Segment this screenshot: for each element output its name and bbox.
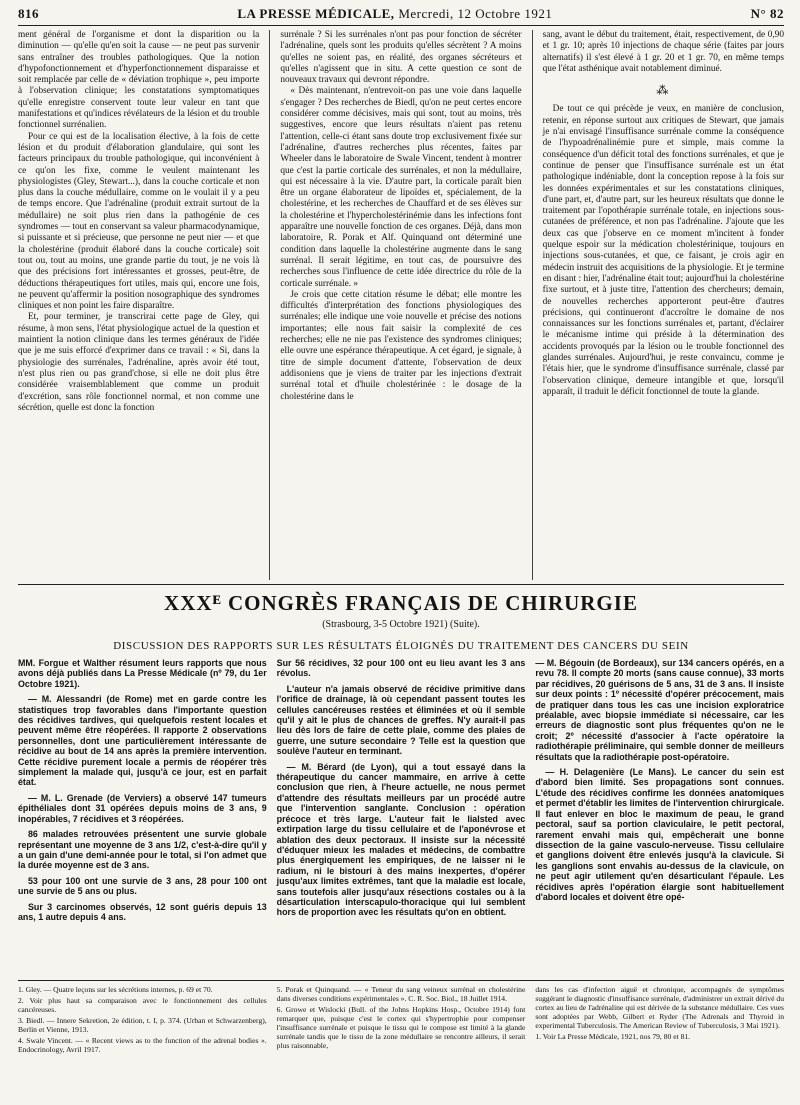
paragraph: surrénale ? Si les surrénales n'ont pas pour fonction de sécréter l'adrénaline, quels sont les produits qu'elles sécrètent ? A moins qu'elles ne soient pas, en réalité, des organes sécréteurs et qu'elles n'agissent que in situ. A cette question ce sont de nouveaux travaux qui devront répondre. bbox=[280, 30, 522, 86]
congress-header bbox=[18, 591, 784, 630]
column-divider bbox=[532, 30, 533, 580]
footnotes bbox=[18, 980, 784, 1105]
paragraph: — M. Bérard (de Lyon), qui a tout essayé dans la thérapeutique du cancer mammaire, en arrive à cette conclusion que rien, à l'heure actuelle, ne nous permet d'attendre des résultats meilleurs par un procédé autre que l'intervention sanglante. Conclusion : opération précoce et très large. L'auteur fait le lialsted avec extirpation large du tissu cellulaire et de l'aponévrose et ablation des deux pectoraux. Il insiste sur la nécessité d'éduquer mieux les malades et médecins, de combattre plus énergiquement les empiriques, de ne laisser ni le radium, ni le bistouri à des mains inexpertes, d'opérer jusqu'aux limites extrêmes, tant que la maladie est locale, sans toutefois aller jusqu'aux résections costales ou à la désarticulation interscapulo-thoracique qui lui semblent hors de proportion avec les résultats qu'on en obtient. bbox=[276, 761, 526, 918]
article-continuation bbox=[18, 30, 784, 580]
paragraph: Et, pour terminer, je transcrirai cette page de Gley, qui résume, à mon sens, l'état physiologique actuel de la question et maintient la notion clinique dans les termes généraux de l'idée que je me suis efforcé d'exprimer dans ce travail : « Si, dans la physiologie des surrénales, l'adrénaline, après avoir été tout, n'est plus rien ou pas grand'chose, si elle ne doit plus être considérée vraisemblablement que comme un produit d'excrétion, sans rôle fonctionnel normal, et non comme une sécrétion, quelle est donc la fonction bbox=[18, 312, 260, 413]
footnote: dans les cas d'infection aiguë et chronique, accompagnés de symptômes suggérant le diagnostic d'insuffisance surrénale, d'administrer un extrait dérivé du cortex au lieu de l'adrénaline qui est dérivée de la substance médullaire. Ces vues sont adoptées par Webb, Gilbert et Ryder (The Adrenals and Thyroid in experimental Tuberculosis. The American Review of Tuberculosis, 3 Mai 1921). bbox=[535, 985, 784, 1030]
footnote: 1. Gley. — Quatre leçons sur les sécrétions internes, p. 69 et 70. bbox=[18, 985, 213, 994]
footnote: 1. Voir La Presse Médicale, 1921, nos 79, 80 et 81. bbox=[535, 1032, 691, 1041]
bottom-column-3 bbox=[535, 658, 784, 976]
footnote: 4. Swale Vincent. — « Recent views as to the function of the adrenal bodies ». Endocrinology, Avril 1917. bbox=[18, 1036, 267, 1054]
top-column-1 bbox=[18, 30, 259, 580]
congress-title: XXXᴱ CONGRÈS FRANÇAIS DE CHIRURGIE bbox=[164, 591, 638, 615]
top-column-2 bbox=[280, 30, 521, 580]
bottom-column-2 bbox=[277, 658, 526, 976]
issue-number: N° 82 bbox=[750, 6, 784, 21]
paragraph: De tout ce qui précède je veux, en manière de conclusion, retenir, en réponse surtout aux critiques de Stewart, que jamais je n'ai envisagé l'insuffisance surrénale comme la conséquence de l'hypoadrénalinémie pure et simple, mais comme la conséquence d'un déficit total des fonctions surrénales, et que je continue de penser que l'insuffisance surrénale est un état pathologique indéniable, dont la conception repose à la fois sur les données expérimentales et sur les constatations cliniques, d'une part, et, d'autre part, sur les heureux résultats que donne le traitement par l'opothérapie surrénale totale, en injections sous-cutanées de préférence, et non pas l'adrénaline. J'ajoute que les deux cas que j'observe en ce moment m'incitent à fonder quelque espoir sur la médication cholestérinique, toujours en injections sous-cutanées, et que, ce faisant, je crois agir en médecin instruit des acquisitions de la physiologie. Et je termine en disant : hier, l'adrénaline était tout; aujourd'hui la cholestérine fixe surtout, et à juste titre, l'attention des chercheurs; demain, de nouvelles recherches apporteront peut-être d'autres précisions, qui continueront d'accroître le domaine de nos connaissances sur les fonctions surrénales et, partant, d'éclairer le mécanisme intime qui préside à la détermination des accidents provoqués par la lésion ou le trouble fonctionnel des glandes surrénales. Aujourd'hui, je reste convaincu, comme je l'étais hier, que le syndrome d'insuffisance surrénale, classé par l'observation clinique, demeure intangible et que, lorsqu'il apparaît, il traduit le déficit fonctionnel de toute la glande. bbox=[542, 104, 784, 397]
paragraph: Pour ce qui est de la localisation élective, à la fois de cette lésion et du produit d'élaboration glandulaire, qui sont les facteurs principaux du trouble pathologique, qui inconvénient à ce qu'on les fixe, comme le veulent maintenant les physiologistes (Gley, Stewart...), dans la couche corticale et non plus dans la couche médullaire, comme on le voulait il y a peu de temps encore. Que l'adrénaline (produit extrait surtout de la médullaire) ne soit plus rien dans la pathogénie de ces syndromes — tout en conservant sa valeur pharmacodynamique, si puissante et si précieuse, que personne ne peut nier — et que la cholestérine (produit élaboré dans la couche corticale) soit tout ou, tout au moins, une grande partie du tout, je ne vois là que des précisions fort intéressantes et grosses, peut-être, de déductions thérapeutiques fort utiles, mais qui, encore une fois, ne peuvent qu'affermir la position nosographique des syndromes cliniques et non point les faire disparaître. bbox=[18, 131, 260, 312]
section-rule bbox=[18, 584, 784, 585]
paragraph: « Dès maintenant, n'entrevoit-on pas une voie dans laquelle s'engager ? Des recherches de Biedl, qu'on ne peut certes encore considérer comme décisives, mais qui sont, tout au moins, très suggestives, encore que leurs résultats n'aient pas retenu l'attention, celle-ci étant sans doute trop exclusivement fixée sur l'adrénaline, d'autres recherches plus récentes, faites par Wheeler dans le laboratoire de Swale Vincent, tendent à montrer que c'est la partie corticale des surrénales, et non la médullaire, qui est nécessaire à la vie. D'autre part, la corticale paraît bien être un organe élaborateur de lipoïdes et, spécialement, de la cholestérine, et les recherches de Chauffard et de ses élèves sur la cholestérine et l'hypercholestérinémie dans les infections font apparaître une nouvelle fonction de ces organes. Déjà, dans mon laboratoire, R. Porak et Alf. Quinquand ont déterminé une condition dans laquelle la cholestérine augmente dans le sang surrénal. Il serait légitime, en tout cas, de poursuivre des recherches sous l'influence de cette idée directrice du rôle de la corticale surrénale. » bbox=[280, 86, 522, 289]
discussion-title: DISCUSSION DES RAPPORTS SUR LES RÉSULTATS ÉLOIGNÉS DU TRAITEMENT DES CANCERS DU SEIN bbox=[113, 640, 689, 652]
paragraph: ment général de l'organisme et dont la disparition ou la diminution — qu'elle qu'en soit la cause — ne peut pas survenir sans entraîner des troubles pathologiques. Que la notion d'hypofonctionnement et d'hyperfonctionnement disparaisse et soit remplacée par celle de « déviation trophique », peu importe à l'observation clinique; les constatations symptomatiques qu'elle enregistre conservent toute leur valeur en tant que manifestations et qu'indices révélateurs de la lésion et du trouble fonctionnel surrénalien. bbox=[18, 30, 260, 131]
paragraph: Sur 3 carcinomes observés, 12 sont guéris depuis 13 ans, 1 autre depuis 4 ans. bbox=[18, 901, 267, 922]
journal-title: LA PRESSE MÉDICALE, bbox=[237, 6, 395, 21]
paragraph: Sur 56 récidives, 32 pour 100 ont eu lieu avant les 3 ans révolus. bbox=[276, 658, 526, 679]
footnote-column-1 bbox=[18, 985, 267, 1105]
congress-report bbox=[18, 658, 784, 976]
top-column-3 bbox=[543, 30, 784, 580]
paragraph: MM. Forgue et Walther résument leurs rapports que nous avons déjà publiés dans La Presse Médicale (nº 79, du 1er Octobre 1921). bbox=[18, 658, 267, 689]
footnote-column-2 bbox=[277, 985, 526, 1105]
paragraph: 53 pour 100 ont une survie de 3 ans, 28 pour 100 ont une survie de 5 ans ou plus. bbox=[18, 875, 267, 897]
congress-subtitle: (Strasbourg, 3-5 Octobre 1921) (Suite). bbox=[322, 619, 480, 630]
paragraph: Je crois que cette citation résume le débat; elle montre les difficultés d'interprétation des fonctions physiologiques des surrénales; elle indique une voie nouvelle et précise des notions importantes; elle nous fait saisir la complexité de ces recherches; elle ne nie pas l'existence des syndromes cliniques; elle ouvre une espérance thérapeutique. A cet égard, je signale, à titre de simple document d'attente, l'observation de deux addisoniens que je viens de traiter par les injections d'extrait surrénal total et d'huile cholestérinée : le dosage de la cholestérine dans le bbox=[280, 289, 522, 402]
footnote: 2. Voir plus haut sa comparaison avec le fonctionnement des cellules cancéreuses. bbox=[18, 996, 267, 1014]
running-head bbox=[18, 6, 784, 26]
paragraph: L'auteur n'a jamais observé de récidive primitive dans l'orifice de drainage, là où cependant passent toutes les cellules cancéreuses restées et éliminées et où il semble qu'il y ait le plus de chances de greffes. N'y aurait-il pas lieu dès lors de faire de cette plaie, comme des plaies de guerre, une suture secondaire ? Telle est la question que soulève l'auteur en terminant. bbox=[276, 683, 526, 757]
issue-date: Mercredi, 12 Octobre 1921 bbox=[398, 6, 553, 21]
paragraph: sang, avant le début du traitement, était, respectivement, de 0,90 et 1 gr. 10; après 10 injections de chaque série (faites par jours alternatifs) il s'est élevé à 1 gr. 20 et 1 gr. 70, en même temps que l'état asthénique avait notablement diminué. bbox=[542, 30, 784, 74]
paragraph: — M. Bégouin (de Bordeaux), sur 134 cancers opérés, en a revu 78. Il compte 20 morts (sans cause connue), 33 morts par récidives, 20 guérisons de 5 ans, 31 de 3 ans. Il insiste sur deux points : 1º nécessité d'opérer précocement, mais de pratiquer dans tous les cas une incision exploratrice préalable, avec biopsie immédiate si nécessaire, car les erreurs de diagnostic sont plus fréquentes qu'on ne le croit; 2º nécessité d'associer à l'acte opératoire la radiothérapie préliminaire, qui semble donner de meilleurs résultats que la radiothérapie post-opératoire. bbox=[535, 658, 784, 762]
paragraph: — H. Delagenière (Le Mans). Le cancer du sein est d'abord bien limité. Ses propagations sont connues. L'étude des récidives confirme les données anatomiques et permet d'établir les limites de l'intervention chirurgicale. Il faut enlever en bloc le maximum de peau, le grand pectoral, sauf sa portion claviculaire, le petit pectoral, rarement envahi mais qui, empêcherait une bonne dissection de la gaine vasculo-nerveuse. Tissu cellulaire et ganglions doivent être enlevés jusqu'à la clavicule. Si les ganglions sont envahis au-dessus de la clavicule, on ne peut agir utilement qu'en désarticulant l'épaule. Les récidives après l'opération élargie sont habituellement d'abord locales et doivent être opé- bbox=[535, 767, 784, 902]
paragraph: — M. L. Grenade (de Verviers) a observé 147 tumeurs épithéliales dont 31 opérées depuis moins de 3 ans, 9 inopérables, 7 récidives et 3 réopérées. bbox=[18, 792, 267, 824]
journal-title-line bbox=[237, 6, 552, 22]
paragraph: — M. Alessandri (de Rome) met en garde contre les statistiques trop favorables dans l'importante question des récidives tardives, qui quelquefois restent locales et peuvent même être réopérées. Il rapporte 2 observations personnelles, dont une particulièrement intéressante de récidive au bout de 14 ans après la première intervention. Cette récidive purement locale a permis de réopérer très simplement la malade qui, jusqu'à ce jour, est en parfait état. bbox=[18, 694, 267, 788]
paragraph: 86 malades retrouvées présentent une survie globale représentant une moyenne de 3 ans 1/2, c'est-à-dire qu'il y a un gain d'une demi-année pour le total, si l'on admet que la durée moyenne est de 3 ans. bbox=[18, 829, 267, 871]
bottom-column-1 bbox=[18, 658, 267, 976]
page-number: 816 bbox=[18, 6, 39, 21]
footnote: 3. Biedl. — Innere Sekretion, 2e édition, t. I, p. 374. (Urban et Schwarzenberg), Berlin et Vienne, 1913. bbox=[18, 1016, 267, 1034]
asterism: ⁂ bbox=[656, 83, 671, 98]
footnote-column-3 bbox=[535, 985, 784, 1105]
column-divider bbox=[269, 30, 270, 580]
footnote: 6. Growe et Wislocki (Bull. of the Johns Hopkins Hosp., Octobre 1914) font remarquer que, puisque c'est le cortex qui s'hypertrophie pour compenser l'insuffisance surrénale et puisque le tissu qui le compose est limité à la glande surrénale tandis que le tissu de la zone médullaire se rencontre ailleurs, il serait plus raisonnable, bbox=[276, 1005, 526, 1050]
footnote: 5. Porak et Quinquand. — « Teneur du sang veineux surrénal en cholestérine dans diverses conditions expérimentales ». C. R. Soc. Biol., 18 Juillet 1914. bbox=[276, 985, 526, 1003]
